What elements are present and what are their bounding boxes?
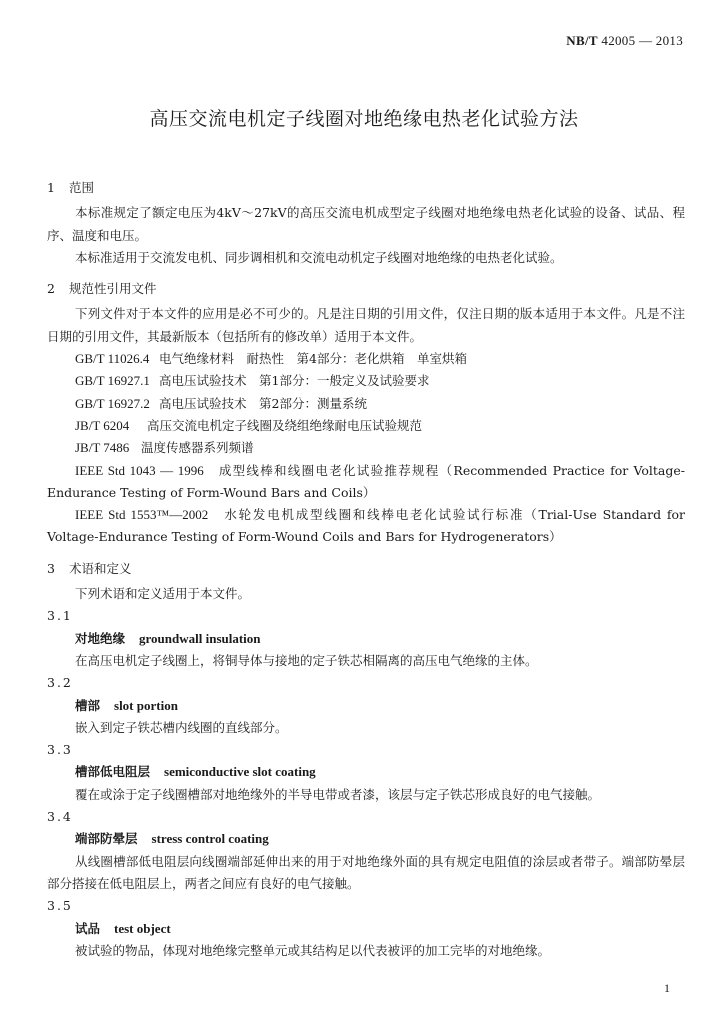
reference-item <box>47 393 685 415</box>
term-number: 3.1 <box>47 608 73 624</box>
term-definition: 在高压电机定子线圈上，将铜导体与接地的定子铁芯相隔离的高压电气绝缘的主体。 <box>75 652 538 668</box>
term-definition: 从线圈槽部低电阻层向线圈端部延伸出来的用于对地绝缘外面的具有规定电阻值的涂层或者带子。端部防晕层部分搭接在低电阻层上，两者之间应有良好的电气接触。 <box>47 853 685 891</box>
reference-title: 高电压试验技术 第2部分：测量系统 <box>159 395 367 411</box>
standard-code: NB/T <box>566 33 598 48</box>
term-en: slot portion <box>114 697 178 713</box>
term-definition: 嵌入到定子铁芯槽内线圈的直线部分。 <box>75 719 288 735</box>
reference-title: 电气绝缘材料 耐热性 第4部分：老化烘箱 单室烘箱 <box>159 351 467 367</box>
term-en: semiconductive slot coating <box>164 764 316 780</box>
document-body <box>47 177 685 962</box>
paragraph: 本标准适用于交流发电机、同步调相机和交流电动机定子线圈对地绝缘的电热老化试验。 <box>75 249 563 265</box>
section-title: 范围 <box>69 180 95 195</box>
reference-title: 温度传感器系列频谱 <box>141 440 254 456</box>
reference-id: IEEE Std 1043 — 1996 <box>75 462 204 478</box>
reference-title: 高压交流电机定子线圈及绕组绝缘耐电压试验规范 <box>147 417 423 433</box>
section-title: 术语和定义 <box>69 560 132 576</box>
term-number: 3.3 <box>47 742 73 758</box>
reference-item <box>47 504 685 549</box>
reference-id: IEEE Std 1553™—2002 <box>75 507 209 523</box>
term-name <box>47 628 685 650</box>
paragraph: 本标准规定了额定电压为4kV～27kV的高压交流电机成型定子线圈对地绝缘电热老化试验的设备、试品、程序、温度和电压。 <box>47 205 685 243</box>
document-title: 高压交流电机定子线圈对地绝缘电热老化试验方法 <box>149 108 579 130</box>
reference-id: GB/T 16927.2 <box>75 395 150 411</box>
reference-title: 成型线棒和线圈电老化试验推荐规程（Recommended Practice for Voltage-Endurance Testing of Form-Wound Bars and Coils） <box>47 462 685 500</box>
term-zh: 端部防晕层 <box>75 831 138 847</box>
term-name <box>47 695 685 717</box>
term-zh: 槽部 <box>75 697 101 713</box>
reference-title: 高电压试验技术 第1部分：一般定义及试验要求 <box>159 373 430 389</box>
term-number: 3.2 <box>47 675 73 691</box>
term-name <box>47 918 685 940</box>
term-name <box>47 761 685 783</box>
section-2-heading <box>47 278 685 300</box>
page-number: 1 <box>664 981 670 995</box>
section-number: 3 <box>47 560 55 576</box>
reference-item <box>47 348 685 370</box>
section-1-heading <box>47 177 685 199</box>
reference-id: JB/T 7486 <box>75 440 130 456</box>
section-number: 1 <box>47 180 55 195</box>
term-zh: 对地绝缘 <box>75 630 126 646</box>
term-definition: 覆在或涂于定子线圈槽部对地绝缘外的半导电带或者漆，该层与定子铁芯形成良好的电气接触。 <box>75 786 601 802</box>
reference-id: JB/T 6204 <box>75 417 130 433</box>
paragraph: 下列文件对于本文件的应用是必不可少的。凡是注日期的引用文件，仅注日期的版本适用于本文件。凡是不注日期的引用文件，其最新版本（包括所有的修改单）适用于本文件。 <box>47 306 685 344</box>
reference-item <box>47 460 685 505</box>
standard-year: 42005 — 2013 <box>601 33 683 48</box>
paragraph: 下列术语和定义适用于本文件。 <box>75 586 251 602</box>
term-number: 3.4 <box>47 809 73 825</box>
section-number: 2 <box>47 281 55 297</box>
term-en: stress control coating <box>151 831 269 847</box>
term-en: test object <box>114 920 171 936</box>
term-number: 3.5 <box>47 898 73 914</box>
reference-id: GB/T 16927.1 <box>75 373 150 389</box>
term-definition: 被试验的物品，体现对地绝缘完整单元或其结构足以代表被评的加工完毕的对地绝缘。 <box>75 942 551 958</box>
section-title: 规范性引用文件 <box>69 281 157 297</box>
reference-item <box>47 370 685 392</box>
term-zh: 试品 <box>75 920 101 936</box>
standard-number <box>566 33 683 49</box>
reference-item <box>47 415 685 437</box>
section-3-heading <box>47 558 685 580</box>
reference-title: 水轮发电机成型线圈和线棒电老化试验试行标准（Trial-Use Standard for Voltage-Endurance Testing of Form-Wound Coils and Bars for Hydrogenerators） <box>47 507 685 545</box>
term-zh: 槽部低电阻层 <box>75 764 151 780</box>
reference-item <box>47 437 685 459</box>
term-name <box>47 828 685 850</box>
reference-id: GB/T 11026.4 <box>75 351 150 367</box>
term-en: groundwall insulation <box>139 630 261 646</box>
